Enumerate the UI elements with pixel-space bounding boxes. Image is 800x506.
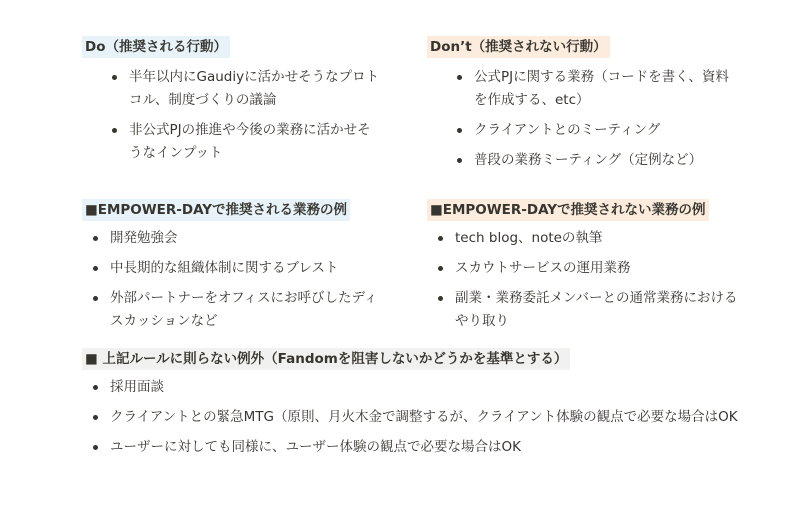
list-item: tech blog、noteの執筆	[455, 227, 745, 250]
do-heading: Do（推奨される行動）	[82, 36, 230, 58]
exceptions-list	[110, 376, 750, 459]
not-recommended-section	[427, 199, 767, 340]
list-item: 非公式PJの推進や今後の業務に活かせそうなインプット	[129, 119, 384, 165]
list-item: クライアントとの緊急MTG（原則、月火木金で調整するが、クライアント体験の観点で必要な場合はOK	[110, 406, 750, 429]
list-item: 副業・業務委託メンバーとの通常業務におけるやり取り	[455, 287, 745, 333]
dont-heading: Don’t（推奨されない行動）	[427, 36, 610, 58]
dont-section	[427, 36, 757, 179]
recommended-list	[110, 227, 380, 333]
exceptions-section	[82, 348, 762, 466]
list-item: スカウトサービスの運用業務	[455, 257, 745, 280]
list-item: 外部パートナーをオフィスにお呼びしたディスカッションなど	[110, 287, 380, 333]
dont-list	[474, 66, 729, 172]
list-item: 開発勉強会	[110, 227, 380, 250]
list-item: 公式PJに関する業務（コードを書く、資料を作成する、etc）	[474, 66, 729, 112]
recommended-heading: ■EMPOWER-DAYで推奨される業務の例	[82, 199, 350, 221]
list-item: 採用面談	[110, 376, 750, 399]
list-item: 普段の業務ミーティング（定例など）	[474, 149, 729, 172]
list-item: ユーザーに対しても同様に、ユーザー体験の観点で必要な場合はOK	[110, 436, 750, 459]
not-recommended-list	[455, 227, 745, 333]
list-item: 半年以内にGaudiyに活かせそうなプロトコル、制度づくりの議論	[129, 66, 384, 112]
exceptions-heading: ■ 上記ルールに則らない例外（Fandomを阻害しないかどうかを基準とする）	[82, 348, 570, 370]
not-recommended-heading: ■EMPOWER-DAYで推奨されない業務の例	[427, 199, 709, 221]
recommended-section	[82, 199, 412, 340]
list-item: 中長期的な組織体制に関するブレスト	[110, 257, 380, 280]
do-list	[129, 66, 384, 165]
list-item: クライアントとのミーティング	[474, 119, 729, 142]
do-section	[82, 36, 402, 172]
